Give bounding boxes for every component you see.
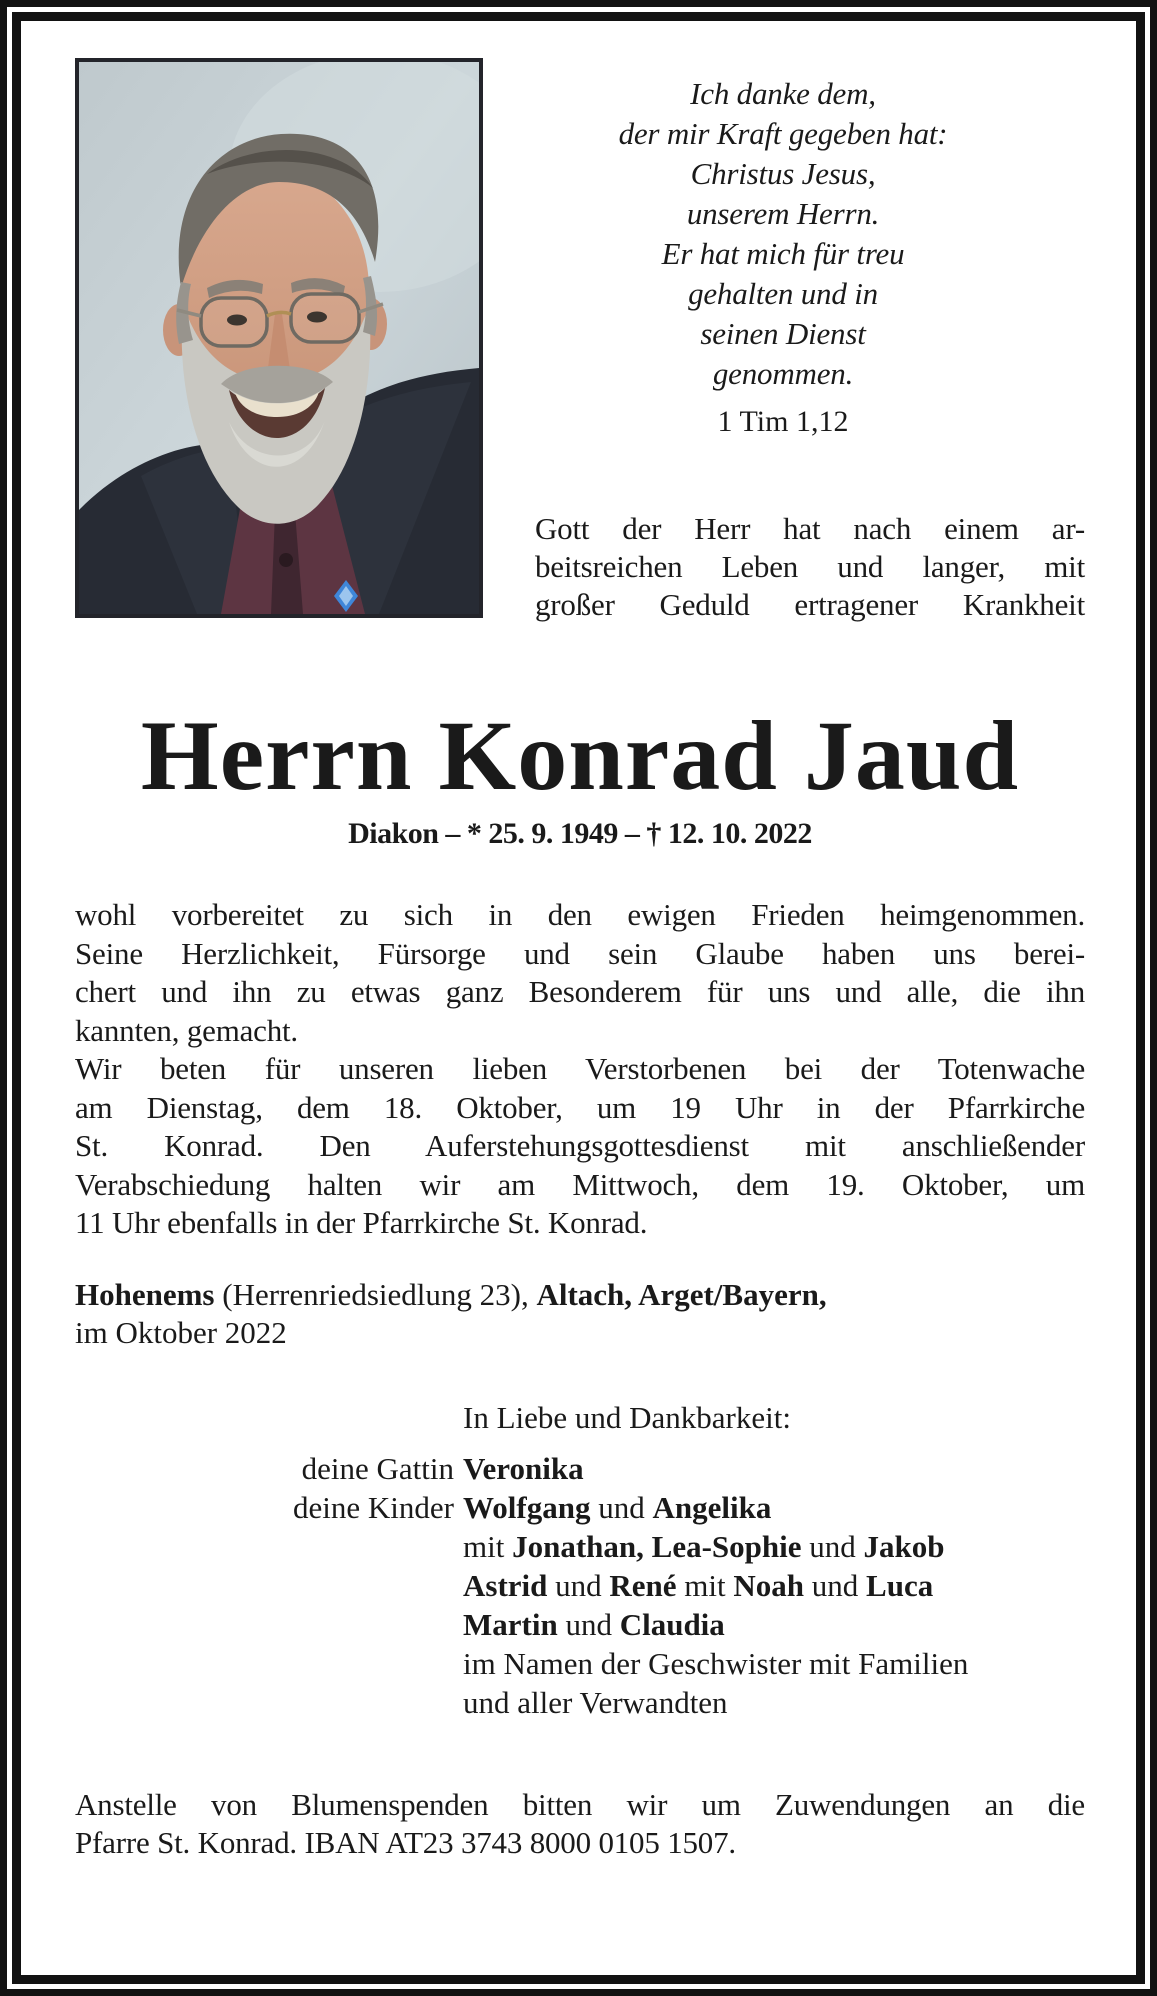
top-section: [75, 58, 1085, 624]
paragraph-line: Seine Herzlichkeit, Fürsorge und sein Glaube haben uns berei-: [75, 935, 1085, 971]
family-line: [75, 1527, 1085, 1566]
portrait-photo: [75, 58, 483, 618]
family-role-label: deine Gattin: [301, 1450, 454, 1486]
bible-quote: [543, 58, 1023, 394]
condolence-heading: In Liebe und Dankbarkeit:: [463, 1399, 791, 1435]
family-names: Veronika: [463, 1450, 584, 1486]
quote-line: Er hat mich für treu: [661, 236, 905, 271]
family-role-label: deine Kinder: [293, 1489, 454, 1525]
condolence-lines: [75, 1449, 1085, 1722]
obituary-paragraph-1: [75, 896, 1085, 1050]
paragraph-line: St. Konrad. Den Auferstehungsgottesdienst mit anschließender: [75, 1128, 1085, 1163]
family-names: im Namen der Geschwister mit Familien: [463, 1645, 969, 1681]
family-names: Wolfgang und Angelika: [463, 1489, 772, 1525]
quote-line: Ich danke dem,: [690, 76, 876, 111]
intro-line: großer Geduld ertragener Krankheit: [535, 587, 1085, 622]
condolence-block: [75, 1398, 1085, 1722]
intro-line: beitsreichen Leben und langer, mit: [535, 549, 1085, 584]
paragraph-line: wohl vorbereitet zu sich in den ewigen Frieden heimgenommen.: [75, 897, 1085, 932]
family-line: [75, 1488, 1085, 1527]
family-names: mit Jonathan, Lea-Sophie und Jakob: [463, 1528, 945, 1564]
quote-line: gehalten und in: [688, 276, 878, 311]
family-line: [75, 1683, 1085, 1722]
family-names: Astrid und René mit Noah und Luca: [463, 1567, 934, 1603]
quote-line: unserem Herrn.: [686, 196, 880, 231]
paragraph-line: 11 Uhr ebenfalls in der Pfarrkirche St. Konrad.: [75, 1205, 648, 1240]
paragraph-line: am Dienstag, dem 18. Oktober, um 19 Uhr in der Pfarrkirche: [75, 1089, 1085, 1125]
intro-paragraph: [535, 510, 1085, 624]
family-line: [75, 1644, 1085, 1683]
photo-shirt-button: [279, 553, 293, 567]
top-right-column: [535, 58, 1085, 624]
family-line: [75, 1605, 1085, 1644]
residence-block: [75, 1276, 1085, 1353]
family-line: [75, 1566, 1085, 1605]
quote-line: seinen Dienst: [700, 316, 866, 351]
donation-line: Pfarre St. Konrad. IBAN AT23 3743 8000 0105 1507.: [75, 1825, 736, 1860]
deceased-title-dates: Diakon – * 25. 9. 1949 – † 12. 10. 2022: [348, 817, 812, 850]
family-line: [75, 1449, 1085, 1488]
deceased-name: Herrn Konrad Jaud: [140, 700, 1020, 811]
obituary-inner-frame: [12, 12, 1145, 1984]
paragraph-line: chert und ihn zu etwas ganz Besonderem für uns und alle, die ihn: [75, 974, 1085, 1009]
paragraph-line: kannten, gemacht.: [75, 1012, 298, 1048]
quote-source: 1 Tim 1,12: [717, 405, 849, 438]
obituary-paragraph-2: [75, 1050, 1085, 1243]
family-names: Martin und Claudia: [463, 1606, 725, 1642]
paragraph-line: Wir beten für unseren lieben Verstorbenen bei der Totenwache: [75, 1051, 1085, 1086]
quote-line: genommen.: [712, 356, 854, 391]
paragraph-line: Verabschiedung halten wir am Mittwoch, dem 19. Oktober, um: [75, 1166, 1085, 1202]
donation-paragraph: [75, 1786, 1085, 1863]
residence-line: Hohenems (Herrenriedsiedlung 23), Altach, Arget/Bayern,: [75, 1276, 827, 1312]
quote-line: Christus Jesus,: [690, 156, 876, 191]
donation-line: Anstelle von Blumenspenden bitten wir um Zuwendungen an die: [75, 1786, 1085, 1822]
quote-line: der mir Kraft gegeben hat:: [618, 116, 948, 151]
residence-date-line: im Oktober 2022: [75, 1315, 287, 1350]
portrait-photo-illustration: [79, 62, 479, 614]
family-names: und aller Verwandten: [463, 1684, 728, 1720]
intro-line: Gott der Herr hat nach einem ar-: [535, 511, 1085, 546]
